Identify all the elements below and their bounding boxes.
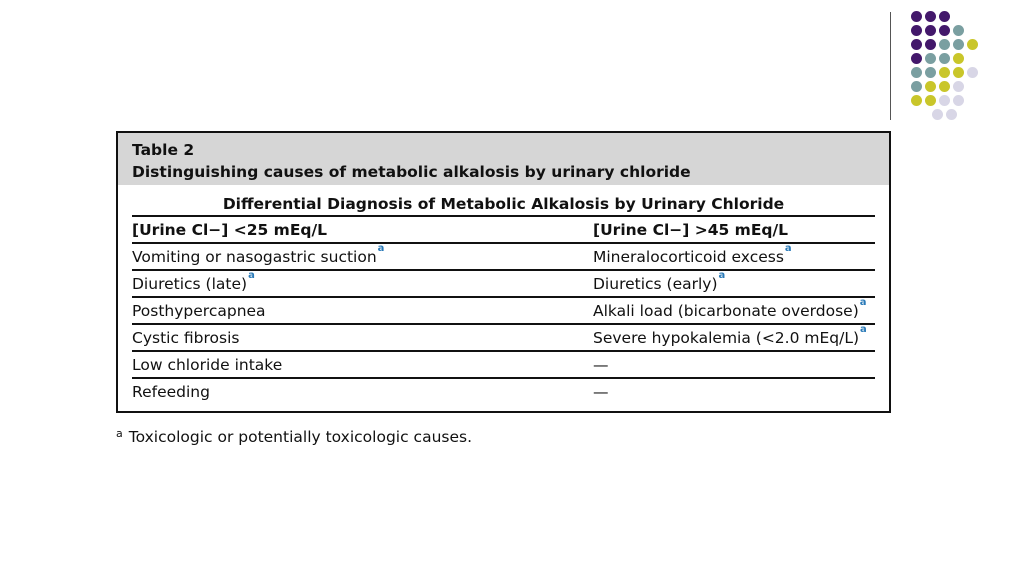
decorative-dot [967, 67, 978, 78]
decorative-dot [925, 81, 936, 92]
decorative-dot-grid [911, 11, 1011, 123]
divider-line [890, 12, 891, 120]
decorative-dot [967, 39, 978, 50]
table-row [132, 298, 875, 325]
decorative-dot [939, 11, 950, 22]
column-header-right: [Urine Cl−] >45 mEq/L [593, 221, 789, 239]
left-cell [132, 271, 255, 298]
decorative-dot [946, 109, 957, 120]
left-cell-text: Posthypercapnea [132, 302, 266, 320]
decorative-dot [932, 109, 943, 120]
table-label: Table 2 [132, 141, 195, 159]
decorative-dot [925, 25, 936, 36]
data-table [116, 131, 891, 413]
table-row [132, 379, 875, 404]
decorative-dot [925, 39, 936, 50]
right-cell-text: Severe hypokalemia (<2.0 mEq/L) [593, 329, 860, 347]
decorative-dot [925, 53, 936, 64]
footnote-marker: a [248, 270, 255, 281]
footnote-marker: a [860, 324, 867, 335]
left-cell-text: Diuretics (late) [132, 275, 248, 293]
left-cell [132, 352, 282, 379]
decorative-dot [911, 11, 922, 22]
decorative-dot [925, 95, 936, 106]
decorative-dot [939, 81, 950, 92]
left-cell-text: Cystic fibrosis [132, 329, 240, 347]
decorative-dot [925, 67, 936, 78]
right-cell-text: Alkali load (bicarbonate overdose) [593, 302, 859, 320]
right-cell-text: — [593, 383, 609, 401]
decorative-dot [911, 67, 922, 78]
footnote-mark: a [116, 427, 123, 440]
table-caption: Differential Diagnosis of Metabolic Alkalosis by Urinary Chloride [132, 193, 875, 217]
footnote-marker: a [859, 297, 867, 308]
table-header-band [118, 133, 889, 185]
right-cell-text: — [593, 356, 609, 374]
left-cell [132, 298, 266, 325]
decorative-dot [939, 67, 950, 78]
decorative-dot [911, 25, 922, 36]
footnote-marker: a [784, 243, 792, 254]
right-cell-text: Diuretics (early) [593, 275, 718, 293]
decorative-dot [939, 53, 950, 64]
right-cell-text: Mineralocorticoid excess [593, 248, 784, 266]
right-cell [593, 244, 792, 271]
decorative-dot [911, 53, 922, 64]
decorative-dot [953, 39, 964, 50]
left-cell-text: Refeeding [132, 383, 210, 401]
table-row [132, 352, 875, 379]
decorative-dot [939, 39, 950, 50]
decorative-dot [953, 95, 964, 106]
left-cell [132, 244, 384, 271]
right-cell [593, 271, 725, 298]
decorative-dot [953, 81, 964, 92]
column-header-left: [Urine Cl−] <25 mEq/L [132, 221, 328, 239]
decorative-dot [911, 95, 922, 106]
table-row [132, 325, 875, 352]
left-cell [132, 379, 210, 406]
decorative-dot [953, 53, 964, 64]
table-title: Distinguishing causes of metabolic alkalosis by urinary chloride [132, 163, 691, 181]
right-cell [593, 379, 609, 406]
right-cell [593, 325, 867, 352]
decorative-dot [925, 11, 936, 22]
decorative-dot [953, 25, 964, 36]
decorative-dot [939, 25, 950, 36]
footnote-text: Toxicologic or potentially toxicologic causes. [128, 428, 473, 446]
decorative-dot [911, 39, 922, 50]
decorative-dot [939, 95, 950, 106]
right-cell [593, 298, 867, 325]
column-header-row [132, 217, 875, 244]
left-cell-text: Low chloride intake [132, 356, 283, 374]
table-row [132, 244, 875, 271]
table-row [132, 271, 875, 298]
footnote-marker: a [377, 243, 385, 254]
left-cell [132, 325, 239, 352]
left-cell-text: Vomiting or nasogastric suction [132, 248, 377, 266]
right-cell [593, 352, 609, 379]
decorative-dot [911, 81, 922, 92]
decorative-dot [953, 67, 964, 78]
footnote [116, 426, 472, 450]
footnote-marker: a [718, 270, 726, 281]
